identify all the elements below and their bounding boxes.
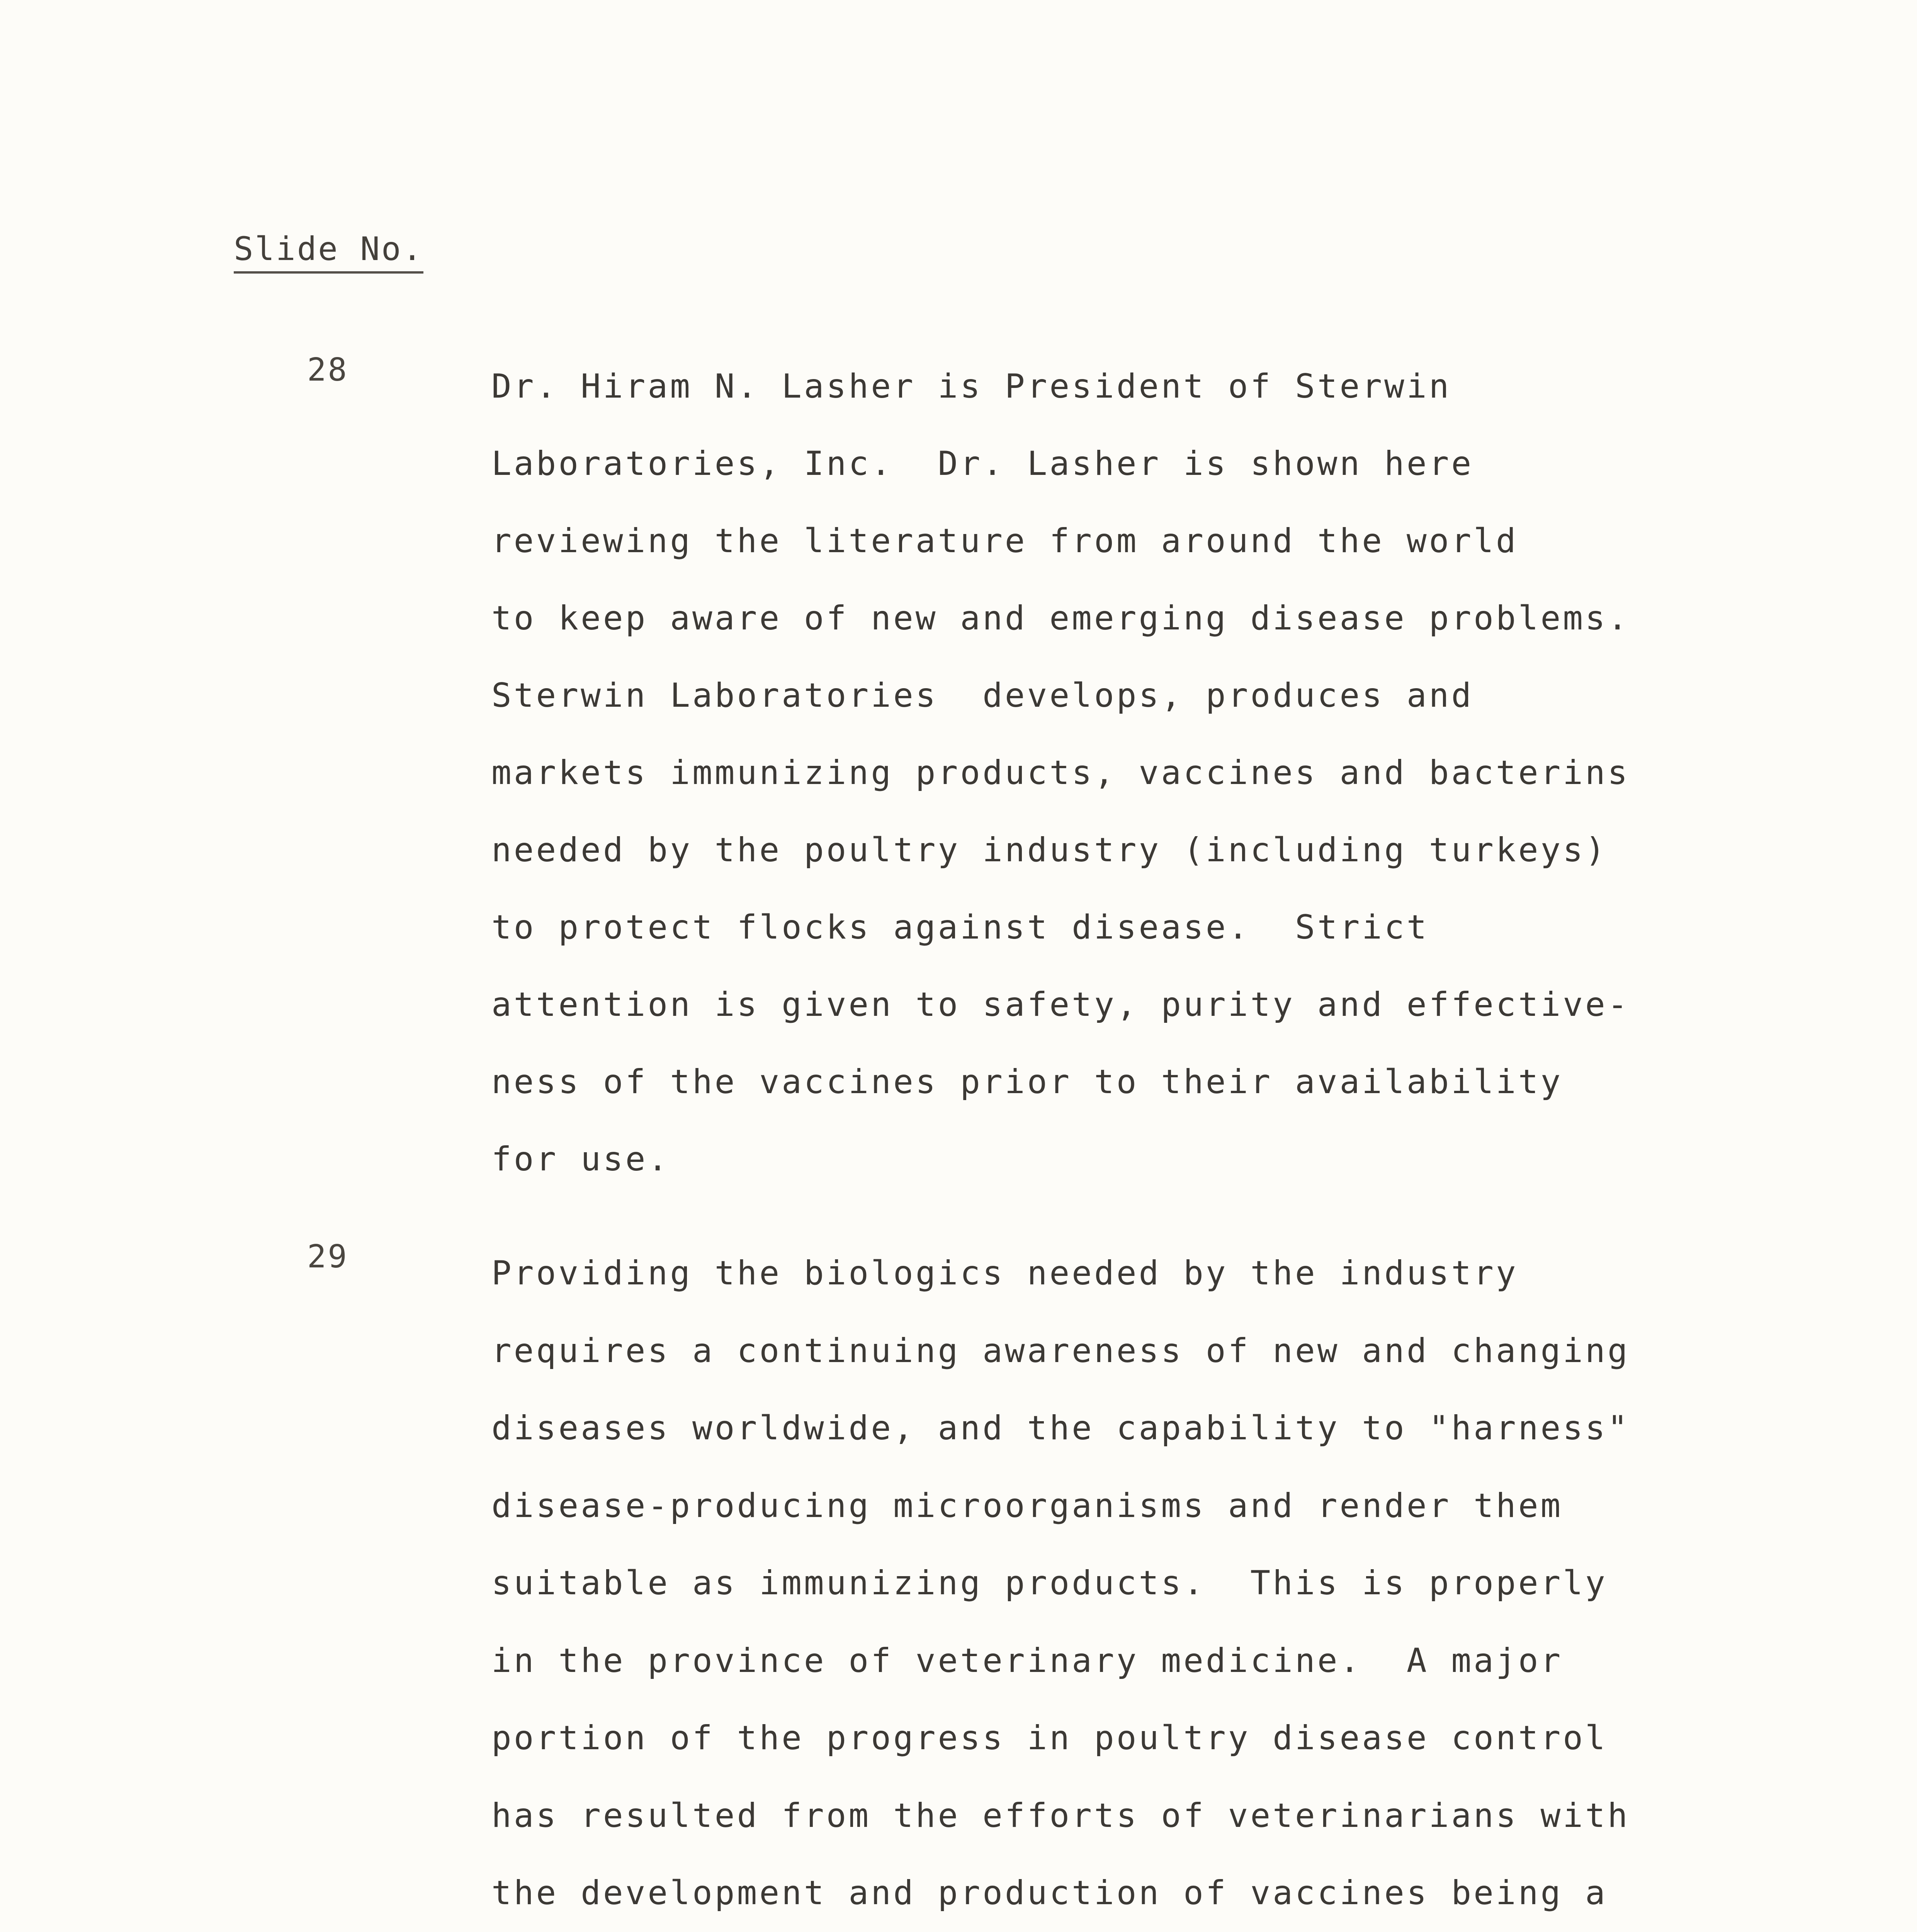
text-line: reviewing the literature from around the world <box>491 522 1518 560</box>
text-line: Laboratories, Inc. Dr. Lasher is shown here <box>491 444 1474 483</box>
text-line: suitable as immunizing products. This is properly <box>491 1564 1608 1602</box>
text-line: Providing the biologics needed by the industry <box>491 1254 1518 1293</box>
text-line: the development and production of vaccines being a <box>491 1874 1608 1912</box>
text-line: portion of the progress in poultry disease control <box>491 1719 1608 1757</box>
text-line: to protect flocks against disease. Strict <box>491 908 1429 947</box>
text-line: Sterwin Laboratories develops, produces and <box>491 676 1474 715</box>
text-line: needed by the poultry industry (including turkeys) <box>491 831 1608 869</box>
slide-description <box>491 1235 1716 1932</box>
text-line: Dr. Hiram N. Lasher is President of Sterwin <box>491 367 1451 406</box>
text-line: for use. <box>491 1140 670 1179</box>
slide-number: 29 <box>307 1238 348 1275</box>
text-line: markets immunizing products, vaccines and bacterins <box>491 753 1630 792</box>
slide-number: 28 <box>307 352 348 388</box>
text-line: has resulted from the efforts of veterinarians with <box>491 1796 1630 1835</box>
text-line: diseases worldwide, and the capability to "harness" <box>491 1409 1630 1447</box>
text-line: in the province of veterinary medicine. A major <box>491 1641 1563 1680</box>
column-heading-slide-no: Slide No. <box>234 232 423 274</box>
text-line: to keep aware of new and emerging disease problems. <box>491 599 1630 638</box>
text-line: ness of the vaccines prior to their availability <box>491 1063 1563 1101</box>
text-line: requires a continuing awareness of new and changing <box>491 1331 1630 1370</box>
text-line: disease-producing microorganisms and render them <box>491 1486 1563 1525</box>
text-line: attention is given to safety, purity and effective- <box>491 985 1630 1024</box>
slide-description <box>491 348 1716 1198</box>
